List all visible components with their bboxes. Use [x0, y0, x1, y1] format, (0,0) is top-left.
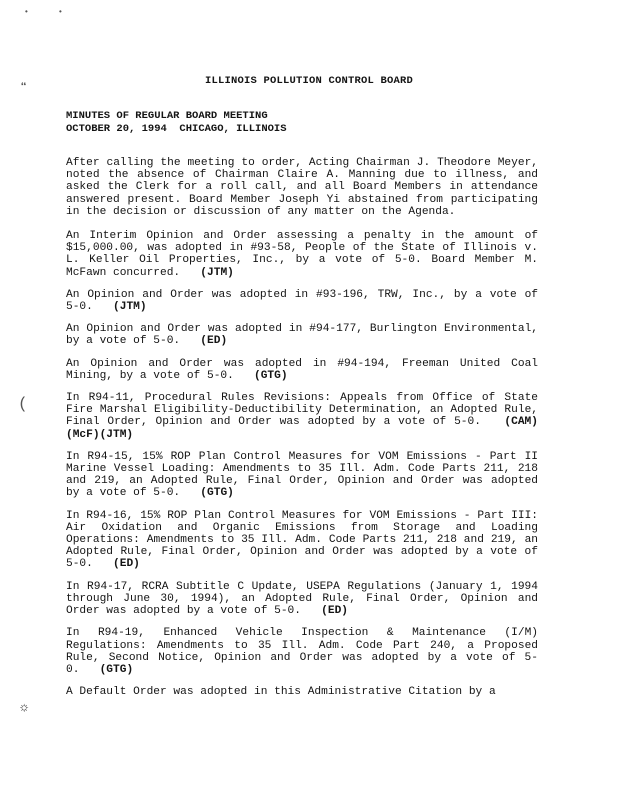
- member-initials: (JTM): [200, 266, 234, 279]
- paragraph: [66, 230, 538, 279]
- paragraph: [66, 510, 538, 571]
- paragraph: [66, 289, 538, 313]
- paragraph-text: In R94-11, Procedural Rules Revisions: Appeals from Office of State Fire Marshal Eligibility-Deductibility Determination, an Adopted Rule, Final Order, Opinion and Order was adopted by a vote of 5-0.: [66, 392, 538, 429]
- paragraph-text: An Opinion and Order was adopted in #94-177, Burlington Environmental, by a vote of 5-0.: [66, 323, 538, 348]
- member-initials: (ED): [321, 605, 348, 618]
- paragraph-text: A Default Order was adopted in this Administrative Citation by a: [66, 686, 496, 699]
- scan-speck: •: [58, 8, 63, 17]
- header-line-2: OCTOBER 20, 1994 CHICAGO, ILLINOIS: [66, 123, 287, 135]
- punch-hole-mark: ☼: [20, 700, 29, 716]
- minutes-body: [66, 157, 538, 708]
- paragraph: [66, 392, 538, 441]
- member-initials: (GTG): [200, 487, 234, 500]
- paragraph: [66, 358, 538, 382]
- paragraph-text: In R94-17, RCRA Subtitle C Update, USEPA Regulations (January 1, 1994 through June 30, 1994), an Adopted Rule, Final Order, Opinion and Order was adopted by a vote of 5-0.: [66, 580, 538, 618]
- header-line-1: MINUTES OF REGULAR BOARD MEETING: [66, 110, 268, 122]
- paragraph: [66, 157, 538, 218]
- paragraph: [66, 627, 538, 676]
- paragraph: [66, 686, 538, 698]
- paragraph-text: In R94-16, 15% ROP Plan Control Measures for VOM Emissions - Part III: Air Oxidation and Organic Emissions from Storage and Loading Operations: Amendments to 35 Ill. Adm. Code Parts 211, 218 and 219, an Adopted Rule, Final Order, Opinion and Order was adopted by a vote of 5-0.: [66, 509, 538, 571]
- paragraph-text: In R94-15, 15% ROP Plan Control Measures for VOM Emissions - Part II Marine Vessel Loading: Amendments to 35 Ill. Adm. Code Parts 211, 218 and 219, an Adopted Rule, Final Order, Opinion and Order was adopted by a vote of 5-0.: [66, 450, 538, 500]
- punch-hole-mark: ❝: [20, 81, 28, 95]
- member-initials: (CAM)(McF)(JTM): [66, 416, 538, 441]
- punch-hole-mark: (: [18, 395, 28, 413]
- paragraph-text: An Opinion and Order was adopted in #94-194, Freeman United Coal Mining, by a vote of 5-0.: [66, 357, 538, 382]
- paragraph: [66, 323, 538, 347]
- minutes-header: [66, 110, 287, 136]
- document-title: ILLINOIS POLLUTION CONTROL BOARD: [204, 75, 414, 87]
- paragraph: [66, 581, 538, 618]
- member-initials: (ED): [200, 335, 228, 348]
- paragraph-text: In R94-19, Enhanced Vehicle Inspection & Maintenance (I/M) Regulations: Amendments to 35 Ill. Adm. Code Part 240, a Proposed Rule, Second Notice, Opinion and Order was adopted by a vote of 5-0.: [66, 627, 538, 676]
- scan-speck: •: [24, 8, 29, 17]
- member-initials: (GTG): [99, 663, 134, 676]
- paragraph: [66, 451, 538, 500]
- paragraph-text: An Opinion and Order was adopted in #93-196, TRW, Inc., by a vote of 5-0.: [66, 288, 538, 314]
- member-initials: (GTG): [254, 369, 288, 382]
- member-initials: (JTM): [113, 301, 147, 314]
- paragraph-text: After calling the meeting to order, Acting Chairman J. Theodore Meyer, noted the absence of Chairman Claire A. Manning due to illness, and asked the Clerk for a roll call, and all Board Members in attendance answered present. Board Member Joseph Yi abstained from participating in the decision or discussion of any matter on the Agenda.: [66, 157, 538, 218]
- paragraph-text: An Interim Opinion and Order assessing a penalty in the amount of $15,000.00, was adopted in #93-58, People of the State of Illinois v. L. Keller Oil Properties, Inc., by a vote of 5-0. Board Member M. McFawn concurred.: [66, 230, 538, 279]
- member-initials: (ED): [113, 558, 140, 571]
